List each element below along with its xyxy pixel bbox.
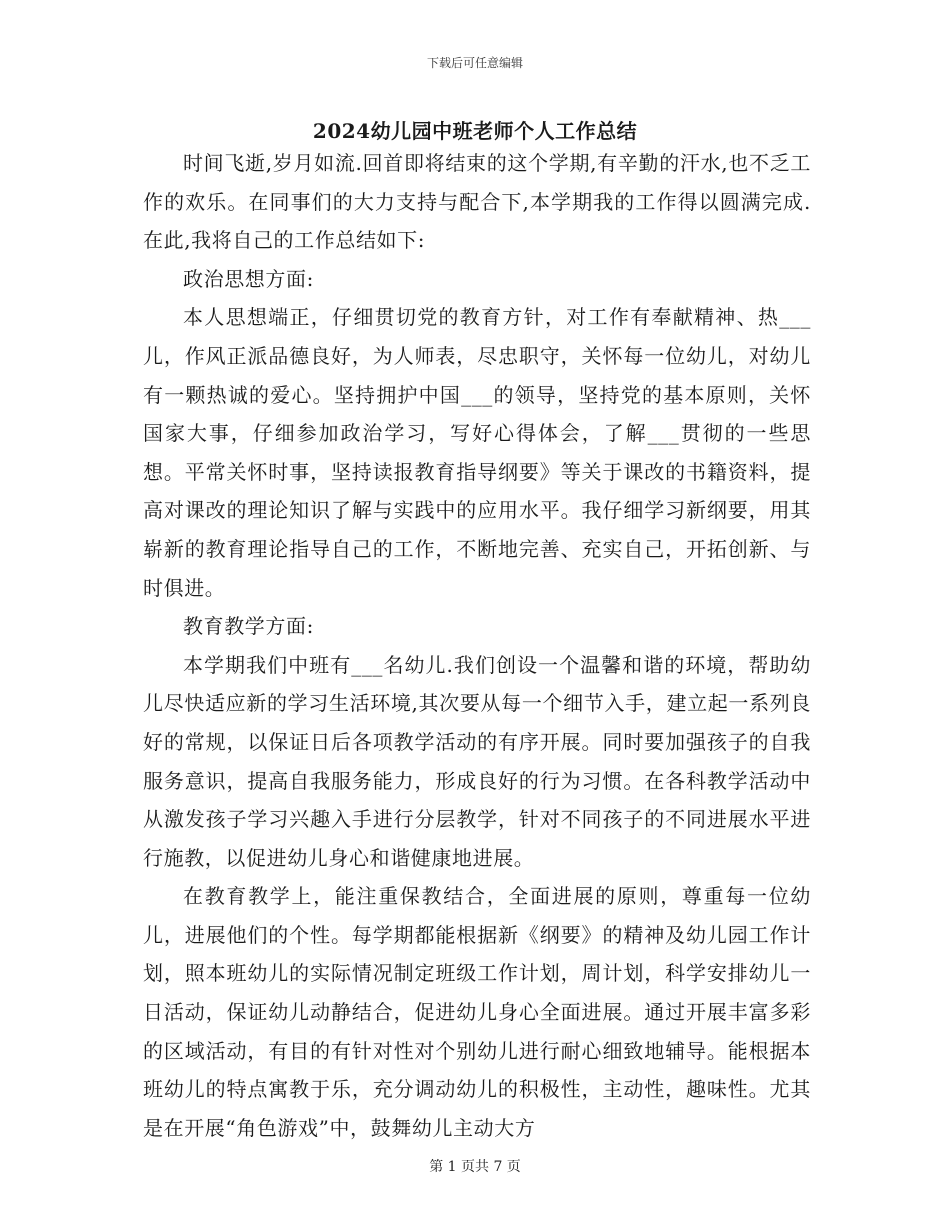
section-heading-teaching: 教育教学方面:	[183, 614, 314, 639]
paragraph-intro: 时间飞逝,岁月如流.回首即将结束的这个学期,有辛勤的汗水,也不乏工作的欢乐。在同事们的大力支持与配合下,本学期我的工作得以圆满完成.在此,我将自己的工作总结如下:	[143, 151, 811, 253]
paragraph-political: 本人思想端正，仔细贯切党的教育方针，对工作有奉献精神、热___儿，作风正派品德良好，为人师表，尽忠职守，关怀每一位幼儿，对幼儿有一颗热诚的爱心。坚持拥护中国___的领导，坚持党的基本原则，关怀国家大事，仔细参加政治学习，写好心得体会，了解___贯彻的一些思想。平常关怀时事，坚持读报教育指导纲要》等关于课改的书籍资料，提高对课改的理论知识了解与实践中的应用水平。我仔细学习新纲要，用其崭新的教育理论指导自己的工作，不断地完善、充实自己，开拓创新、与时俱进。	[143, 305, 811, 600]
page-title: 2024幼儿园中班老师个人工作总结	[312, 119, 638, 143]
section-heading-political: 政治思想方面:	[183, 266, 314, 291]
header-note: 下载后可任意编辑	[426, 56, 523, 70]
page-footer: 第 1 页共 7 页	[429, 1159, 521, 1175]
document-body	[143, 144, 811, 1147]
paragraph-teaching: 本学期我们中班有___名幼儿.我们创设一个温馨和谐的环境，帮助幼儿尽快适应新的学习生活环境,其次要从每一个细节入手，建立起一系列良好的常规，以保证日后各项教学活动的有序开展。同时要加强孩子的自我服务意识，提高自我服务能力，形成良好的行为习惯。在各科教学活动中从激发孩子学习兴趣入手进行分层教学，针对不同孩子的不同进展水平进行施教，以促进幼儿身心和谐健康地进展。	[143, 652, 811, 870]
paragraph-teaching-continued: 在教育教学上，能注重保教结合，全面进展的原则，尊重每一位幼儿，进展他们的个性。每学期都能根据新《纲要》的精神及幼儿园工作计划，照本班幼儿的实际情况制定班级工作计划，周计划，科学安排幼儿一日活动，保证幼儿动静结合，促进幼儿身心全面进展。通过开展丰富多彩的区域活动，有目的有针对性对个别幼儿进行耐心细致地辅导。能根据本班幼儿的特点寓教于乐，充分调动幼儿的积极性，主动性，趣味性。尤其是在开展“角色游戏”中，鼓舞幼儿主动大方	[143, 884, 811, 1140]
